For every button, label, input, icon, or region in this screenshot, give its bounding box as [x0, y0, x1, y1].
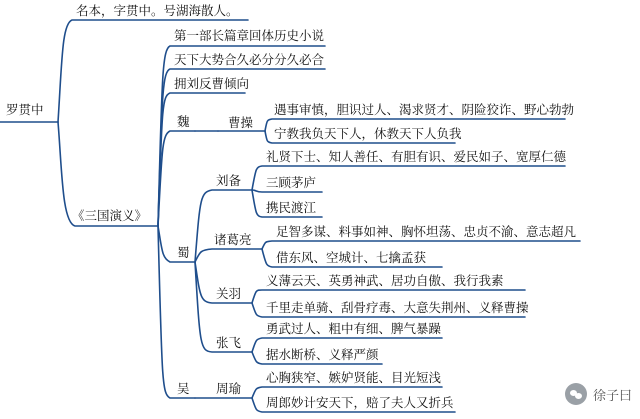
character-guanyu[interactable]: 关羽	[216, 286, 242, 301]
zhangfei-trait-1: 勇武过人、粗中有细、脾气暴躁	[266, 321, 442, 336]
work-item-1: 第一部长篇章回体历史小说	[174, 28, 325, 43]
character-caocao[interactable]: 曹操	[228, 115, 254, 130]
liubei-trait-3: 携民渡江	[266, 200, 317, 215]
root-node[interactable]: 罗贯中	[6, 102, 44, 117]
zhangfei-trait-2: 据水断桥、义释严颜	[266, 347, 379, 362]
work-item-3: 拥刘反曹倾向	[174, 76, 250, 91]
work-node[interactable]: 《三国演义》	[72, 208, 148, 223]
zhugeliang-trait-1: 足智多谋、料事如神、胸怀坦荡、忠贞不渝、意志超凡	[276, 224, 577, 239]
kingdom-shu[interactable]: 蜀	[177, 245, 190, 260]
liubei-trait-2: 三顾茅庐	[266, 175, 317, 190]
kingdom-wei[interactable]: 魏	[177, 114, 190, 129]
work-item-2: 天下大势合久必分分久必合	[174, 52, 325, 67]
watermark	[565, 383, 632, 405]
zhouyu-trait-1: 心胸狭窄、嫉妒贤能、目光短浅	[266, 370, 442, 385]
caocao-trait-2: 宁教我负天下人，休教天下人负我	[274, 126, 462, 141]
guanyu-trait-2: 千里走单骑、刮骨疗毒、大意失荆州、义释曹操	[266, 300, 529, 315]
zhugeliang-trait-2: 借东风、空城计、七擒孟获	[276, 250, 427, 265]
name-note: 名本，字贯中。号湖海散人。	[76, 3, 239, 18]
character-zhangfei[interactable]: 张飞	[216, 335, 242, 350]
connector	[195, 249, 262, 262]
connector	[158, 93, 245, 226]
caocao-trait-1: 遇事审慎，胆识过人、渴求贤才、阴险狡诈、野心勃勃	[274, 102, 575, 117]
kingdom-wu[interactable]: 吴	[177, 381, 190, 396]
liubei-trait-1: 礼贤下士、知人善任、有胆有识、爱民如子、宽厚仁德	[266, 149, 567, 164]
zhouyu-trait-2: 周郎妙计安天下，赔了夫人又折兵	[266, 395, 454, 410]
character-liubei[interactable]: 刘备	[216, 173, 242, 188]
connector	[158, 131, 195, 226]
character-zhugeliang[interactable]: 诸葛亮	[214, 232, 252, 247]
watermark-text: 徐子曰	[592, 388, 632, 404]
character-zhouyu[interactable]: 周瑜	[216, 381, 242, 396]
connector	[262, 241, 580, 249]
wechat-icon	[565, 383, 587, 405]
guanyu-trait-1: 义薄云天、英勇神武、居功自傲、我行我素	[266, 273, 504, 288]
